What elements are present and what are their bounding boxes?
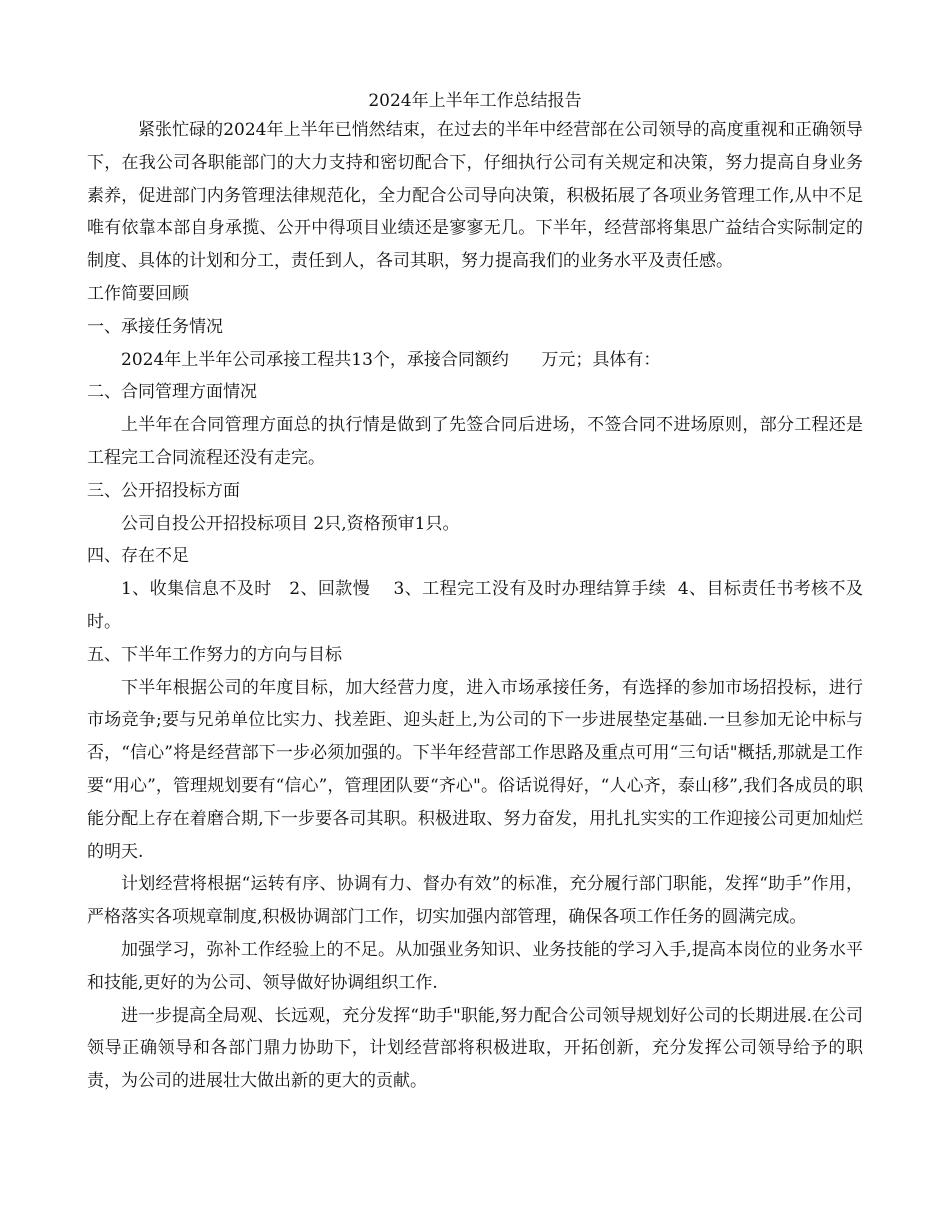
section-5-paragraph-4: 进一步提高全局观、长远观，充分发挥“助手"职能,努力配合公司领导规划好公司的长期进展.在公司领导正确领导和各部门鼎力协助下，计划经营部将积极进取，开拓创新，充分发挥公司领导给予的职责，为公司的进展壮大做出新的更大的贡献。 xyxy=(87,1005,863,1092)
section-heading-1: 一、承接任务情况 xyxy=(87,316,223,337)
section-heading-3: 三、公开招投标方面 xyxy=(87,480,240,501)
section-heading-2: 二、合同管理方面情况 xyxy=(87,382,257,403)
section-body-3: 公司自投公开招投标项目 2只,资格预审1只。 xyxy=(121,513,460,534)
section-body-2: 上半年在合同管理方面总的执行情是做到了先签合同后进场，不签合同不进场原则，部分工程还是工程完工合同流程还没有走完。 xyxy=(87,415,863,468)
section-5-paragraph-1: 下半年根据公司的年度目标，加大经营力度，进入市场承接任务，有选择的参加市场招投标，进行市场竞争;要与兄弟单位比实力、找差距、迎头赶上,为公司的下一步进展垫定基础.一旦参加无论中标与否，“信心”将是经营部下一步必须加强的。下半年经营部工作思路及重点可用“三句话"概括,那就是工作要“用心”，管理规划要有“信心”，管理团队要“齐心"。俗话说得好，“人心齐，泰山移”,我们各成员的职能分配上存在着磨合期,下一步要各司其职。积极进取、努力奋发，用扎扎实实的工作迎接公司更加灿烂的明天. xyxy=(87,677,863,862)
review-heading: 工作简要回顾 xyxy=(87,283,189,304)
section-5-paragraph-3: 加强学习，弥补工作经验上的不足。从加强业务知识、业务技能的学习入手,提高本岗位的业务水平和技能,更好的为公司、领导做好协调组织工作. xyxy=(87,939,863,993)
section-5-paragraph-2: 计划经营将根据“运转有序、协调有力、督办有效”的标准，充分履行部门职能，发挥“助手”作用，严格落实各项规章制度,积极协调部门工作，切实加强内部管理，确保各项工作任务的圆满完成。 xyxy=(87,874,863,928)
document-title: 2024年上半年工作总结报告 xyxy=(368,91,582,111)
section-body-4: 1、收集信息不及时 2、回款慢 3、工程完工没有及时办理结算手续 4、目标责任书考核不及时。 xyxy=(87,579,863,632)
section-body-1: 2024年上半年公司承接工程共13个，承接合同额约 万元；具体有： xyxy=(121,349,661,370)
document-page xyxy=(87,88,863,1098)
intro-paragraph: 紧张忙碌的2024年上半年已悄然结束，在过去的半年中经营部在公司领导的高度重视和正确领导下，在我公司各职能部门的大力支持和密切配合下，仔细执行公司有关规定和决策，努力提高自身业务素养，促进部门内务管理法律规范化，全力配合公司导向决策，积极拓展了各项业务管理工作,从中不足唯有依靠本部自身承揽、公开中得项目业绩还是寥寥无几。下半年，经营部将集思广益结合实际制定的制度、具体的计划和分工，责任到人，各司其职，努力提高我们的业务水平及责任感。 xyxy=(87,120,863,272)
section-heading-4: 四、存在不足 xyxy=(87,546,189,567)
section-heading-5: 五、下半年工作努力的方向与目标 xyxy=(87,644,342,665)
